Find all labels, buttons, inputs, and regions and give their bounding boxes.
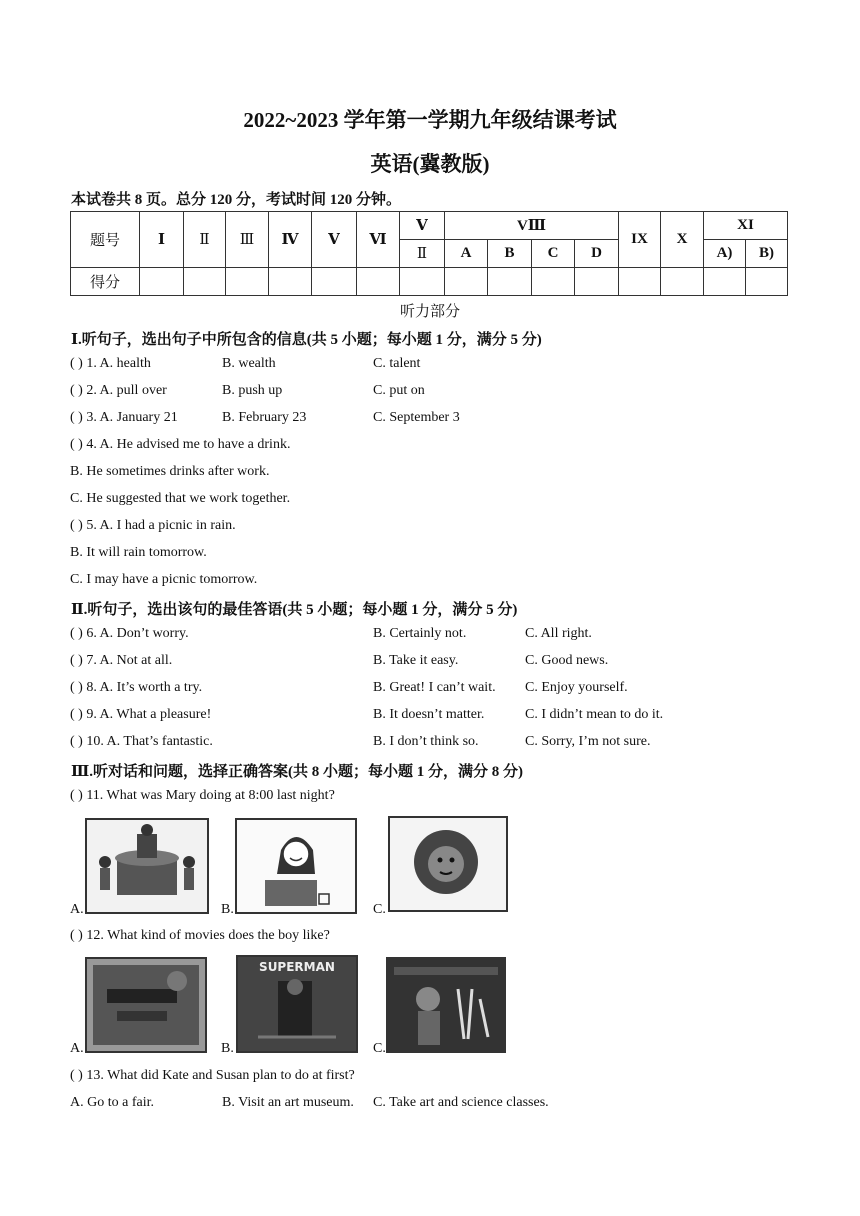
score-col-6: Ⅵ <box>357 212 400 268</box>
q11-label-c: C. <box>373 902 386 917</box>
q10-option-a: ( ) 10. A. That’s fantastic. <box>70 734 213 749</box>
q9-option-b: B. It doesn’t matter. <box>373 707 485 722</box>
q11-computer-image <box>235 818 357 914</box>
score-col-3: Ⅲ <box>226 212 269 268</box>
score-cell[interactable] <box>400 268 445 296</box>
q7-option-b: B. Take it easy. <box>373 653 459 668</box>
q11-lion-image <box>388 816 508 912</box>
q11-label-b: B. <box>221 902 234 917</box>
section-3-heading: Ⅲ.听对话和问题，选择正确答案(共 8 小题；每小题 1 分，满分 8 分) <box>71 764 524 780</box>
q5-option-c: C. I may have a picnic tomorrow. <box>70 572 258 587</box>
q2-option-b: B. push up <box>222 383 283 398</box>
q6-option-c: C. All right. <box>525 626 592 641</box>
q7-option-a: ( ) 7. A. Not at all. <box>70 653 173 668</box>
score-col-viii-c: C <box>532 240 575 268</box>
q8-option-b: B. Great! I can’t wait. <box>373 680 496 695</box>
exam-title: 2022~2023 学年第一学期九年级结课考试 <box>243 108 617 132</box>
score-table <box>70 211 788 296</box>
q13-question: ( ) 13. What did Kate and Susan plan to do at first? <box>70 1068 355 1083</box>
exam-intro: 本试卷共 8 页。总分 120 分，考试时间 120 分钟。 <box>71 192 402 208</box>
q12-poster-a-image <box>85 957 207 1053</box>
score-col-viii-a: A <box>445 240 488 268</box>
q8-option-a: ( ) 8. A. It’s worth a try. <box>70 680 203 695</box>
q11-label-a: A. <box>70 902 84 917</box>
q12-poster-c-image <box>386 957 506 1053</box>
q4-option-c: C. He suggested that we work together. <box>70 491 291 506</box>
q13-option-a: A. Go to a fair. <box>70 1095 154 1110</box>
q3-option-b: B. February 23 <box>222 410 307 425</box>
score-col-2: Ⅱ <box>184 212 226 268</box>
score-cell[interactable] <box>357 268 400 296</box>
q5-option-a: ( ) 5. A. I had a picnic in rain. <box>70 518 236 533</box>
q13-option-c: C. Take art and science classes. <box>373 1095 549 1110</box>
score-cell[interactable] <box>746 268 788 296</box>
q6-option-b: B. Certainly not. <box>373 626 467 641</box>
score-col-xi: XI <box>704 212 788 240</box>
score-cell[interactable] <box>312 268 357 296</box>
score-col-7-bottom: Ⅱ <box>400 240 445 268</box>
score-cell[interactable] <box>704 268 746 296</box>
q9-option-a: ( ) 9. A. What a pleasure! <box>70 707 212 722</box>
q4-option-b: B. He sometimes drinks after work. <box>70 464 270 479</box>
exam-subtitle: 英语(冀教版) <box>370 152 490 176</box>
q1-option-c: C. talent <box>373 356 421 371</box>
q1-option-a: ( ) 1. A. health <box>70 356 151 371</box>
q5-option-b: B. It will rain tomorrow. <box>70 545 207 560</box>
score-col-viii: VⅢ <box>445 212 619 240</box>
q12-label-b: B. <box>221 1041 234 1056</box>
score-col-5: Ⅴ <box>312 212 357 268</box>
score-cell[interactable] <box>184 268 226 296</box>
q13-option-b: B. Visit an art museum. <box>222 1095 354 1110</box>
q11-question: ( ) 11. What was Mary doing at 8:00 last night? <box>70 788 335 803</box>
q12-label-a: A. <box>70 1041 84 1056</box>
score-col-viii-b: B <box>488 240 532 268</box>
q10-option-b: B. I don’t think so. <box>373 734 479 749</box>
q12-poster-b-image <box>236 955 358 1053</box>
q4-option-a: ( ) 4. A. He advised me to have a drink. <box>70 437 291 452</box>
score-row-label: 得分 <box>71 268 140 296</box>
score-col-ix: IX <box>619 212 661 268</box>
score-cell[interactable] <box>226 268 269 296</box>
score-table-row-label: 题号 <box>71 212 140 268</box>
score-col-7-top: Ⅴ <box>400 212 445 240</box>
score-col-xi-b: B) <box>746 240 788 268</box>
q10-option-c: C. Sorry, I’m not sure. <box>525 734 651 749</box>
q7-option-c: C. Good news. <box>525 653 609 668</box>
q9-option-c: C. I didn’t mean to do it. <box>525 707 664 722</box>
q12-poster-b-title: SUPERMAN <box>259 960 335 974</box>
q2-option-c: C. put on <box>373 383 425 398</box>
score-cell[interactable] <box>445 268 488 296</box>
score-cell[interactable] <box>661 268 704 296</box>
q3-option-a: ( ) 3. A. January 21 <box>70 410 178 425</box>
q6-option-a: ( ) 6. A. Don’t worry. <box>70 626 189 641</box>
q12-question: ( ) 12. What kind of movies does the boy like? <box>70 928 330 943</box>
score-cell[interactable] <box>140 268 184 296</box>
listening-heading: 听力部分 <box>399 304 460 320</box>
score-cell[interactable] <box>269 268 312 296</box>
score-col-1: Ⅰ <box>140 212 184 268</box>
score-col-x: X <box>661 212 704 268</box>
score-cell[interactable] <box>575 268 619 296</box>
q8-option-c: C. Enjoy yourself. <box>525 680 628 695</box>
score-col-4: Ⅳ <box>269 212 312 268</box>
score-cell[interactable] <box>532 268 575 296</box>
q3-option-c: C. September 3 <box>373 410 460 425</box>
score-col-xi-a: A) <box>704 240 746 268</box>
section-2-heading: Ⅱ.听句子，选出该句的最佳答语(共 5 小题；每小题 1 分，满分 5 分) <box>71 602 518 618</box>
q12-label-c: C. <box>373 1041 386 1056</box>
score-col-viii-d: D <box>575 240 619 268</box>
q11-party-image <box>85 818 209 914</box>
score-cell[interactable] <box>619 268 661 296</box>
score-cell[interactable] <box>488 268 532 296</box>
section-1-heading: Ⅰ.听句子，选出句子中所包含的信息(共 5 小题；每小题 1 分，满分 5 分) <box>71 332 542 348</box>
q1-option-b: B. wealth <box>222 356 276 371</box>
q2-option-a: ( ) 2. A. pull over <box>70 383 167 398</box>
